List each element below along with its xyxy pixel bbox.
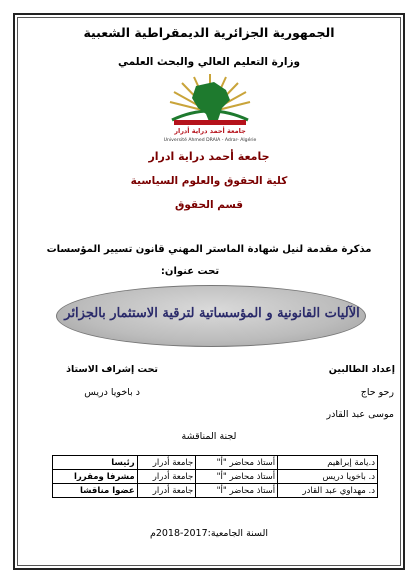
- jury-member-university: جامعة أدرار: [137, 484, 196, 498]
- jury-member-role: رئيسا: [53, 456, 138, 470]
- memo-purpose: مذكرة مقدمة لنيل شهادة الماستر المهني قانون تسيير المؤسسات: [46, 244, 372, 255]
- thesis-title-oval: [56, 285, 366, 347]
- prepared-by-label: إعداد الطالبين: [328, 364, 395, 375]
- jury-table: [52, 455, 378, 498]
- jury-member-rank: أستاذ محاضر "أ": [196, 484, 278, 498]
- under-title-label: تحت عنوان:: [160, 266, 220, 277]
- jury-member-university: جامعة أدرار: [137, 456, 196, 470]
- student-name: رحو حاج: [360, 387, 394, 398]
- republic-heading: الجمهورية الجزائرية الديمقراطية الشعبية: [83, 25, 335, 40]
- academic-year: السنة الجامعية:2017-2018م: [149, 528, 269, 539]
- ministry-heading: وزارة التعليم العالي والبحث العلمي: [117, 56, 301, 68]
- supervision-label: تحت إشراف الاستاذ: [66, 364, 158, 375]
- jury-member-role: مشرفا ومقررا: [53, 470, 138, 484]
- logo-latin-text: Université Ahmed DRAIA - Adrar- Algérie: [163, 138, 257, 143]
- jury-member-name: د. مهداوي عبد القادر: [278, 484, 378, 498]
- logo-arabic-text: جامعة أحمد دراية أدرار: [174, 127, 246, 135]
- jury-member-university: جامعة أدرار: [137, 470, 196, 484]
- thesis-title: الآليات القانونية و المؤسساتية لترقية الاستثمار بالجزائر: [64, 306, 360, 321]
- table-row: [53, 456, 378, 470]
- table-row: [53, 470, 378, 484]
- student-name: موسى عبد القادر: [326, 409, 394, 420]
- jury-member-rank: أستاذ محاضر "أ": [196, 470, 278, 484]
- university-logo: [152, 72, 268, 144]
- faculty-name: كلية الحقوق والعلوم السياسية: [130, 175, 288, 187]
- jury-member-name: د.يامة إبراهيم: [278, 456, 378, 470]
- table-row: [53, 484, 378, 498]
- jury-member-name: د. باخويا دريس: [278, 470, 378, 484]
- department-name: قسم الحقوق: [174, 199, 244, 211]
- africa-map-icon: [192, 82, 230, 124]
- university-name: جامعة أحمد دراية ادرار: [148, 150, 270, 163]
- jury-member-role: عضوا مناقشا: [53, 484, 138, 498]
- jury-label: لجنة المناقشة: [181, 431, 237, 442]
- jury-member-rank: أستاذ محاضر "أ": [196, 456, 278, 470]
- supervisor-name: د باخويا دريس: [84, 387, 140, 398]
